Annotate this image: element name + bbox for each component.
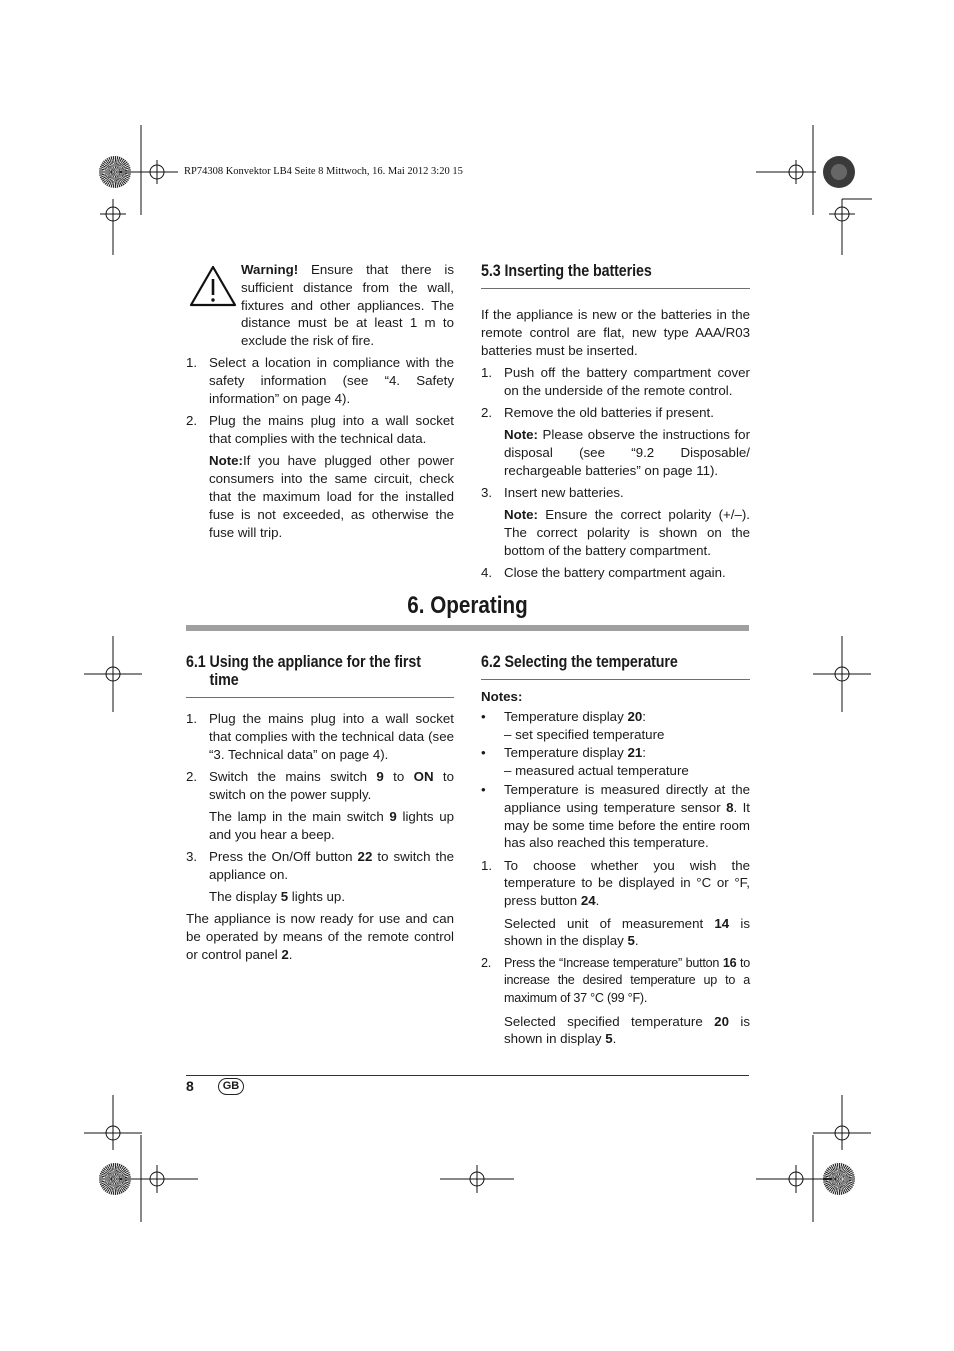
list-item: 4. Close the battery compartment again.: [481, 565, 726, 581]
list-item: • Temperature display 20: – set specified temperature: [481, 708, 665, 742]
language-badge: GB: [218, 1078, 244, 1095]
ready-paragraph: The appliance is now ready for use and can be operated by means of the remote control or control panel 2.: [186, 911, 454, 963]
list-item: 3. Press the On/Off button 22 to switch the appliance on.: [186, 849, 454, 882]
list-item: 1. Plug the mains plug into a wall socket that complies with the technical data (see “3. Technical data” on page 4).: [186, 711, 454, 762]
footer-rule: [186, 1075, 749, 1076]
display-info: The display 5 lights up.: [209, 889, 346, 905]
fuse-note: Note:If you have plugged other power consumers into the same circuit, check that the maximum load for the installed fuse is not exceeded, as otherwise the fuse will trip.: [209, 453, 454, 540]
first-use-steps: [186, 710, 454, 803]
list-item: 2. Press the “Increase temperature” button 16 to increase the desired temperature up to a maximum of 37 °C (99 °F).: [481, 955, 750, 1006]
list-item: 3. Insert new batteries.: [481, 485, 624, 501]
warning-paragraph: [186, 261, 454, 350]
location-steps: [186, 354, 454, 447]
lamp-info: The lamp in the main switch 9 lights up and you hear a beep.: [209, 808, 454, 842]
list-item: 1. Select a location in compliance with the safety information (see “4. Safety information” on page 4).: [186, 355, 454, 407]
list-item: 1. Push off the battery compartment cover on the underside of the remote control.: [481, 364, 750, 398]
temperature-steps: [481, 857, 750, 910]
disposal-note: Note: Please observe the instructions for disposal (see “9.2 Disposable/ rechargeable batteries” on page 11).: [504, 427, 750, 478]
battery-steps: [481, 364, 750, 422]
heading-first-use: 6.1 Using the appliance for the first time: [186, 652, 421, 689]
page-number: 8: [186, 1078, 194, 1094]
heading-first-use-wrap: [186, 653, 454, 698]
heading-batteries-wrap: [481, 262, 750, 289]
batteries-intro: If the appliance is new or the batteries in the remote control are flat, new type AAA/R03 batteries must be inserted.: [481, 307, 750, 358]
list-item: 2. Remove the old batteries if present.: [481, 404, 714, 420]
specified-temp-info: Selected specified temperature 20 is shown in display 5.: [504, 1013, 750, 1047]
warning-text: Ensure that there is sufficient distance from the wall, fixtures and other appliances. The distance must be at least 1 m to exclude the risk of fire.: [241, 262, 454, 349]
unit-info: Selected unit of measurement 14 is shown in the display 5.: [504, 915, 750, 949]
list-item: 1. To choose whether you wish the temperature to be displayed in °C or °F, press button 24.: [481, 857, 750, 909]
section-divider: [186, 625, 749, 631]
notes-list: [481, 708, 750, 852]
heading-temperature: 6.2 Selecting the temperature: [481, 652, 678, 671]
heading-temperature-wrap: [481, 653, 750, 680]
list-item: • Temperature is measured directly at the appliance using temperature sensor 8. It may be some time before the entire room has also reached this temperature.: [481, 781, 750, 851]
list-item: • Temperature display 21: – measured actual temperature: [481, 745, 689, 779]
section-title: 6. Operating: [407, 592, 528, 619]
left-bottom-column: [186, 653, 454, 968]
right-bottom-column: [481, 653, 750, 1053]
left-top-column: [186, 261, 454, 546]
warning-label: Warning!: [241, 262, 299, 277]
polarity-note: Note: Ensure the correct polarity (+/–). The correct polarity is shown on the bottom of the battery compartment.: [504, 507, 750, 559]
print-slug: RP74308 Konvektor LB4 Seite 8 Mittwoch, 16. Mai 2012 3:20 15: [184, 166, 463, 177]
notes-label: Notes:: [481, 689, 523, 704]
list-item: 2. Plug the mains plug into a wall socket that complies with the technical data.: [186, 413, 454, 447]
heading-batteries: 5.3 Inserting the batteries: [481, 261, 652, 280]
right-top-column: [481, 262, 750, 587]
list-item: 2. Switch the mains switch 9 to ON to switch on the power supply.: [186, 768, 454, 802]
